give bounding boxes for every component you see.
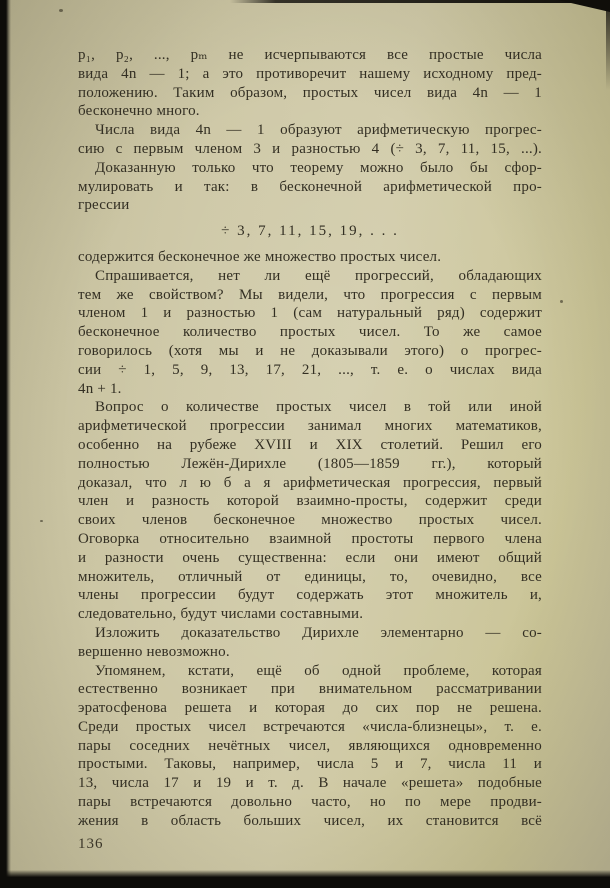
text-line: Изложить доказательство Дирихле элементарно — со- [95, 624, 542, 641]
text-line: множитель, отличный от единицы, то, очевидно, все [78, 568, 542, 585]
paper-speck [560, 300, 563, 303]
text-line: пары соседних нечётных чисел, являющихся одновременно [78, 737, 542, 754]
text-line: арифметической прогрессии занимал многих математиков, [78, 418, 542, 435]
text-line: говорилось (хотя мы и не доказывали этого) о прогрес- [78, 342, 542, 359]
scan-edge-left [0, 0, 11, 888]
scan-edge-top [230, 0, 610, 3]
paper-speck [59, 9, 63, 12]
page-number: 136 [78, 836, 104, 852]
text-line: Вопрос о количестве простых чисел в той или иной [95, 399, 542, 416]
text-line: сию с первым членом 3 и разностью 4 (÷ 3, 7, 11, 15, ...). [78, 140, 542, 157]
scan-edge-bottom [0, 870, 610, 888]
formula-line: ÷ 3, 7, 11, 15, 19, . . . [221, 223, 399, 240]
paper-speck [40, 520, 43, 522]
text-line: вида 4n — 1; а это противоречит нашему исходному пред- [78, 65, 542, 82]
text-line: и разности очень существенна: если они имеют общий [78, 549, 542, 566]
text-line: тем же свойством? Мы видели, что прогрессия с первым [78, 286, 542, 303]
text-line: полностью Лежён-Дирихле (1805—1859 гг.), который [78, 455, 542, 472]
text-line: бесконечное количество простых чисел. То же самое [78, 324, 542, 341]
text-line: 13, числа 17 и 19 и т. д. В начале «решета» подобные [78, 775, 542, 792]
text-line: грессии [78, 197, 130, 214]
text-line: простыми. Таковы, например, числа 5 и 7, числа 11 и [78, 756, 542, 773]
text-line: p₁, p₂, ..., pₘ не исчерпываются все простые числа [78, 47, 542, 63]
text-line: содержится бесконечное же множество простых чисел. [78, 248, 442, 265]
text-line: своих членов бесконечное множество простых чисел. [78, 512, 542, 529]
text-line: положению. Таким образом, простых чисел вида 4n — 1 [78, 84, 542, 101]
text-line: бесконечно много. [78, 103, 200, 120]
text-line: член и разность которой взаимно-просты, содержит среди [78, 493, 542, 510]
text-line: Спрашивается, нет ли ещё прогрессий, обладающих [95, 267, 542, 284]
text-line: сии ÷ 1, 5, 9, 13, 17, 21, ..., т. е. о числах вида [78, 361, 542, 378]
text-line: пары встречаются довольно часто, но по мере продви- [78, 794, 542, 811]
text-line: члены прогрессии будут содержать этот множитель и, [78, 587, 542, 604]
text-line: Числа вида 4n — 1 образуют арифметическую прогрес- [95, 122, 542, 139]
text-line: вершенно невозможно. [78, 643, 230, 660]
text-line: естественно возникает при внимательном рассматривании [78, 681, 542, 698]
text-line: Оговорка относительно взаимной простоты первого члена [78, 530, 542, 547]
text-line: следовательно, будут числами составными. [78, 606, 364, 623]
text-line: 4n + 1. [78, 380, 122, 397]
page-text [78, 46, 542, 831]
text-line: эратосфенова решета и которая до сих пор не решена. [78, 700, 542, 717]
text-line: Упомянем, кстати, ещё об одной проблеме, которая [95, 662, 542, 679]
text-line: доказал, что л ю б а я арифметическая прогрессия, первый [78, 474, 542, 491]
text-line: мулировать и так: в бесконечной арифметической про- [78, 178, 542, 195]
text-line: Среди простых чисел встречаются «числа-близнецы», т. е. [78, 718, 542, 735]
text-line: Доказанную только что теорему можно было бы сфор- [95, 159, 542, 176]
text-line: членом 1 и разностью 1 (сам натуральный ряд) содержит [78, 305, 542, 322]
scan-edge-right [606, 0, 610, 90]
text-line: жения в область больших чисел, их становится всё [78, 812, 542, 829]
text-line: особенно на рубеже XVIII и XIX столетий. Решил его [78, 436, 542, 453]
